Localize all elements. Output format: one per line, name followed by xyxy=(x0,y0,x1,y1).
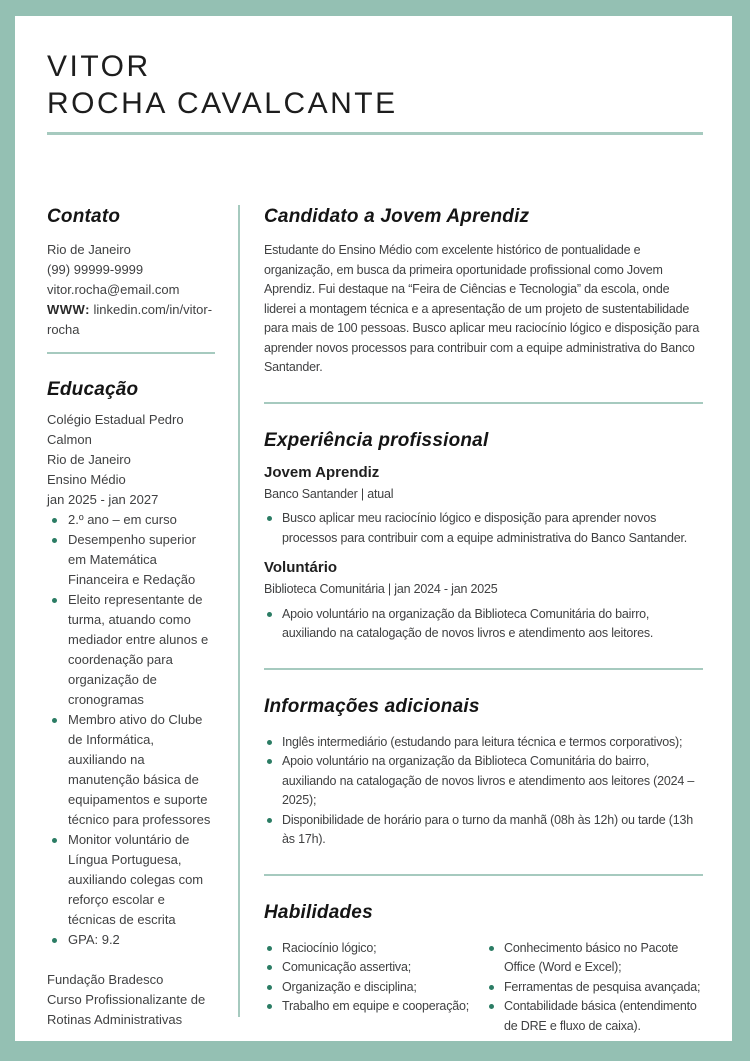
objective-heading: Candidato a Jovem Aprendiz xyxy=(264,206,530,227)
education-school: Colégio Estadual Pedro Calmon xyxy=(47,412,184,447)
skills-list-right xyxy=(486,939,703,1037)
job-entry-1 xyxy=(264,463,703,549)
education-extra-course: Curso Profissionalizante de Rotinas Administrativas xyxy=(47,992,206,1027)
education-bullet: Eleito representante de turma, atuando como mediador entre alunos e coordenação para organização de cronogramas xyxy=(47,590,215,710)
header-divider xyxy=(47,132,703,135)
section-divider-2 xyxy=(264,668,703,670)
education-section xyxy=(47,378,215,1030)
education-bullet: GPA: 9.2 xyxy=(47,930,215,950)
job-meta: Banco Santander | atual xyxy=(264,486,394,501)
objective-summary: Estudante do Ensino Médio com excelente histórico de pontualidade e organização, em busca da primeira oportunidade profissional como Jovem Aprendiz. Fui destaque na “Feira de Ciências e Tecnologia” da escola, onde liderei a montagem técnica e a apresentação de um projeto de sustentabilidade para mais de 100 pessoas. Busco aplicar meu raciocínio lógico e disposição para aprender novos processos para contribuir com a equipe administrativa do Banco Santander. xyxy=(264,243,700,374)
contact-phone: (99) 99999-9999 xyxy=(47,262,144,277)
job-bullet: Busco aplicar meu raciocínio lógico e disposição para aprender novos processos para contribuir com a equipe administrativa do Banco Santander. xyxy=(264,509,703,548)
education-bullet: Membro ativo do Clube de Informática, auxiliando na manutenção básica de equipamentos e suporte técnico para professores xyxy=(47,710,215,830)
additional-info-list xyxy=(264,733,703,850)
left-column xyxy=(47,205,215,1030)
education-bullet: Monitor voluntário de Língua Portuguesa, auxiliando colegas com reforço escolar e técnicas de escrita xyxy=(47,830,215,930)
skill-bullet: Comunicação assertiva; xyxy=(264,958,486,978)
additional-info-heading: Informações adicionais xyxy=(264,695,480,717)
contact-email: vitor.rocha@email.com xyxy=(47,282,180,297)
skills-heading: Habilidades xyxy=(264,901,373,923)
contact-section xyxy=(47,205,215,354)
experience-heading: Experiência profissional xyxy=(264,429,489,451)
education-bullet: Desempenho superior em Matemática Financeira e Redação xyxy=(47,530,215,590)
skills-list-left xyxy=(264,939,486,1037)
job-bullet-list xyxy=(264,605,703,644)
education-dates: jan 2025 - jan 2027 xyxy=(47,492,159,507)
skill-bullet: Trabalho em equipe e cooperação; xyxy=(264,997,486,1017)
additional-info-bullet: Disponibilidade de horário para o turno da manhã (08h às 12h) ou tarde (13h às 17h). xyxy=(264,811,703,850)
job-title: Voluntário xyxy=(264,559,338,576)
job-bullet: Apoio voluntário na organização da Biblioteca Comunitária do bairro, auxiliando na catalogação de novos livros e atendimento aos leitores. xyxy=(264,605,703,644)
education-heading: Educação xyxy=(47,379,139,400)
education-bullet: 2.º ano – em curso xyxy=(47,510,215,530)
contact-divider xyxy=(47,352,215,354)
education-program: Ensino Médio xyxy=(47,472,126,487)
candidate-last-name: ROCHA CAVALCANTE xyxy=(47,87,398,120)
resume-sheet xyxy=(15,16,732,1041)
job-meta: Biblioteca Comunitária | jan 2024 - jan 2025 xyxy=(264,582,498,596)
education-location: Rio de Janeiro xyxy=(47,452,131,467)
contact-website-row xyxy=(47,300,215,340)
additional-info-bullet: Inglês intermediário (estudando para leitura técnica e termos corporativos); xyxy=(264,733,703,753)
contact-heading: Contato xyxy=(47,206,121,227)
skill-bullet: Contabilidade básica (entendimento de DRE e fluxo de caixa). xyxy=(486,997,703,1036)
skill-bullet: Ferramentas de pesquisa avançada; xyxy=(486,978,703,998)
candidate-first-name: VITOR xyxy=(47,50,151,83)
candidate-name xyxy=(47,48,703,122)
contact-location: Rio de Janeiro xyxy=(47,242,131,257)
education-extra xyxy=(47,970,215,1030)
education-details xyxy=(47,410,215,510)
skill-bullet: Raciocínio lógico; xyxy=(264,939,486,959)
skill-bullet: Conhecimento básico no Pacote Office (Word e Excel); xyxy=(486,939,703,978)
objective-section xyxy=(264,205,703,378)
job-title: Jovem Aprendiz xyxy=(264,463,380,481)
section-divider-1 xyxy=(264,402,703,404)
right-column xyxy=(264,205,703,1036)
skills-section xyxy=(264,901,703,1037)
content-columns xyxy=(47,205,703,1036)
website-link: linkedin.com/in/vitor-rocha xyxy=(47,302,213,337)
section-divider-3 xyxy=(264,874,703,876)
contact-list xyxy=(47,240,215,340)
column-divider xyxy=(238,205,240,1017)
skill-bullet: Organização e disciplina; xyxy=(264,978,486,998)
job-bullet-list xyxy=(264,509,703,548)
additional-info-section xyxy=(264,695,703,850)
website-label: WWW: xyxy=(47,302,90,317)
job-entry-2 xyxy=(264,558,703,644)
education-bullet-list xyxy=(47,510,215,950)
skills-columns xyxy=(264,939,703,1037)
additional-info-bullet: Apoio voluntário na organização da Biblioteca Comunitária do bairro, auxiliando na catalogação de novos livros e atendimento aos leitores (2024 – 2025); xyxy=(264,752,703,811)
education-extra-school: Fundação Bradesco xyxy=(47,972,164,987)
experience-section xyxy=(264,429,703,644)
